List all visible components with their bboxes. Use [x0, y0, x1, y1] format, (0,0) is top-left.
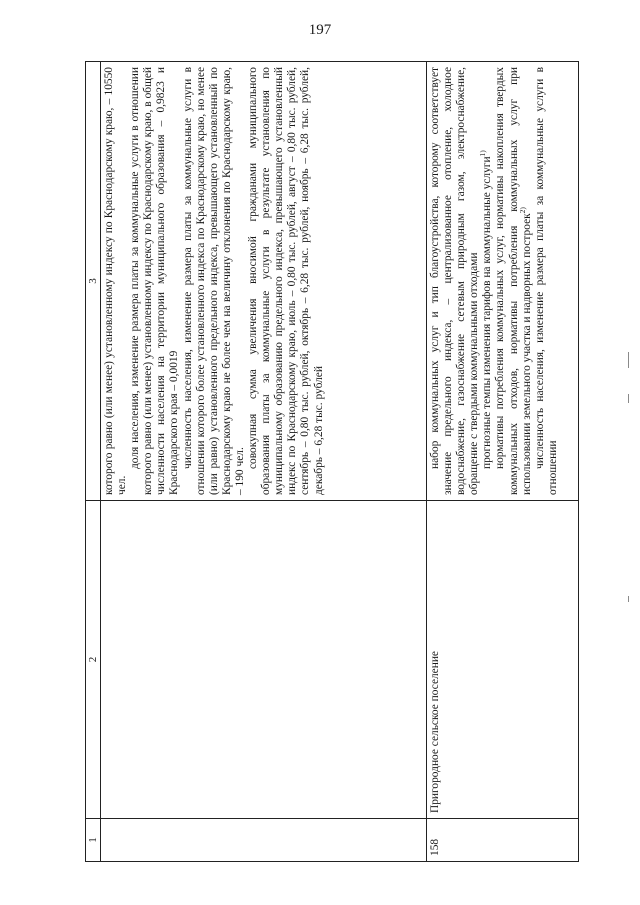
footnote-mark: 1) [478, 150, 488, 157]
indicator-paragraph: которого равно (или менее) установленному индексу по Краснодарскому краю, – 10550 чел. [103, 67, 129, 495]
scan-edge-mark [628, 596, 629, 602]
indicator-paragraph: набор коммунальных услуг и тип благоустройства, которому соответствует значение предельного индекса, – централизованное отопление, холодное водоснабжение, газоснабжение сетевым природным газом, электроснабжение, обращение с твердыми коммунальными отходами [429, 67, 481, 495]
page-number: 197 [308, 22, 332, 38]
settlement-name-cell: Пригородное сельское поселение [427, 501, 579, 819]
table-row-continuation [101, 62, 427, 862]
indices-table [85, 61, 579, 862]
table-header-row [86, 62, 101, 862]
indicator-text: нормативы потребления коммунальных услуг, нормативы накопления твердых коммунальных отходов, нормативы потребления коммунальных услуг при использовании земельного участка и надворных построек [494, 67, 533, 495]
indicator-paragraph: численность населения, изменение размера платы за коммунальные услуги в отношении [533, 67, 559, 495]
indicator-paragraph [478, 67, 494, 495]
indicator-text: прогнозные темпы изменения тарифов на коммунальные услуги [481, 156, 494, 469]
indicator-paragraph: совокупная сумма увеличения вносимой гражданами муниципального образования платы за коммунальные услуги в результате установления по муниципальному образованию предельного индекса, превышающего установленный индекс по Краснодарскому краю, июль – 0,80 тыс. рублей, август – 0,80 тыс. рублей, сентябрь – 0,80 тыс. рублей, октябрь – 6,28 тыс. рублей, ноябрь – 6,28 тыс. рублей, декабрь – 6,28 тыс. рублей [247, 67, 325, 495]
row-number-cell: 158 [427, 819, 579, 862]
settlement-name-cell [101, 501, 427, 819]
header-col-2: 2 [86, 501, 101, 819]
row-number-cell [101, 819, 427, 862]
indicator-paragraph [494, 67, 533, 495]
scan-edge-mark [628, 394, 629, 403]
indicators-cell [427, 62, 579, 501]
scan-edge-mark [628, 352, 629, 368]
indicators-cell [101, 62, 427, 501]
indicator-paragraph: доля населения, изменение размера платы за коммунальные услуги в отношении которого равно (или менее) установленному индексу по Краснодарскому краю, в общей численности населения на территории муниципального образования – 0,9823 и Краснодарского края – 0,0019 [129, 67, 181, 495]
table-row-158 [427, 62, 579, 862]
indicator-paragraph: численность населения, изменение размера платы за коммунальные услуги в отношении которого более установленного индекса по Краснодарскому краю, но менее (или равно) установленного предельного индекса, превышающего установленный по Краснодарскому краю не более чем на величину отклонения по Краснодарскому краю, – 190 чел. [181, 67, 246, 495]
header-col-3: 3 [86, 62, 101, 501]
footnote-mark: 2) [517, 207, 527, 214]
header-col-1: 1 [86, 819, 101, 862]
rotated-table-wrapper [85, 62, 579, 862]
